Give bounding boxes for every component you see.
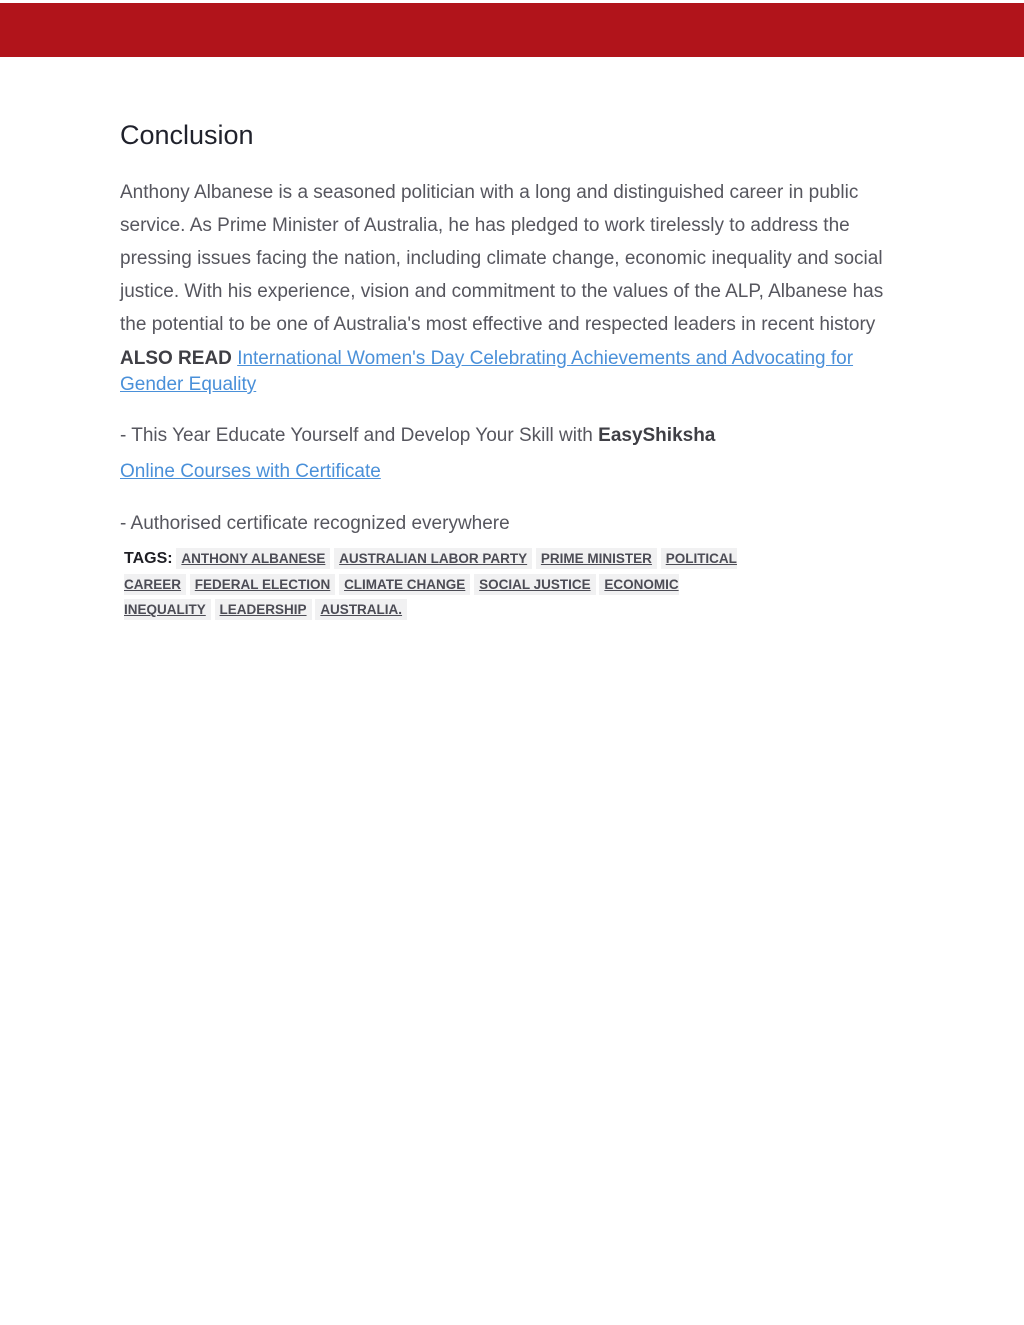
- brand-name: EasyShiksha: [598, 425, 716, 446]
- also-read-label: ALSO READ: [120, 348, 232, 369]
- page-title: Conclusion: [120, 120, 254, 150]
- also-read-block: [120, 346, 908, 398]
- courses-line: [120, 459, 908, 485]
- tag-link[interactable]: AUSTRALIA.: [315, 599, 407, 620]
- tag-link[interactable]: LEADERSHIP: [215, 599, 312, 620]
- tag-link[interactable]: CLIMATE CHANGE: [339, 574, 470, 595]
- online-courses-link[interactable]: Online Courses with Certificate: [120, 461, 381, 482]
- tags-label: TAGS:: [124, 550, 173, 567]
- tag-link[interactable]: ECONOMIC INEQUALITY: [124, 574, 679, 621]
- certificate-note: - Authorised certificate recognized everywhere: [120, 513, 510, 534]
- article-body: [120, 0, 908, 623]
- article-paragraph: Anthony Albanese is a seasoned politician with a long and distinguished career in public service. As Prime Minister of Australia, he has pledged to work tirelessly to address the pressing issues facing the nation, including climate change, economic inequality and social justice. With his experience, vision and commitment to the values of the ALP, Albanese has the potential to be one of Australia's most effective and respected leaders in recent history: [120, 182, 884, 335]
- promo-line: [120, 423, 908, 449]
- also-read-link[interactable]: International Women's Day Celebrating Achievements and Advocating for Gender Equality: [120, 348, 854, 395]
- tag-link[interactable]: FEDERAL ELECTION: [190, 574, 336, 595]
- promo-text: - This Year Educate Yourself and Develop Your Skill with: [120, 425, 599, 446]
- tag-link[interactable]: SOCIAL JUSTICE: [474, 574, 596, 595]
- tag-link[interactable]: AUSTRALIAN LABOR PARTY: [334, 548, 532, 569]
- tag-link[interactable]: ANTHONY ALBANESE: [176, 548, 330, 569]
- tag-link[interactable]: PRIME MINISTER: [536, 548, 657, 569]
- tag-list: [124, 548, 737, 620]
- tags-block: [120, 546, 754, 623]
- tag-link[interactable]: POLITICAL CAREER: [124, 548, 737, 595]
